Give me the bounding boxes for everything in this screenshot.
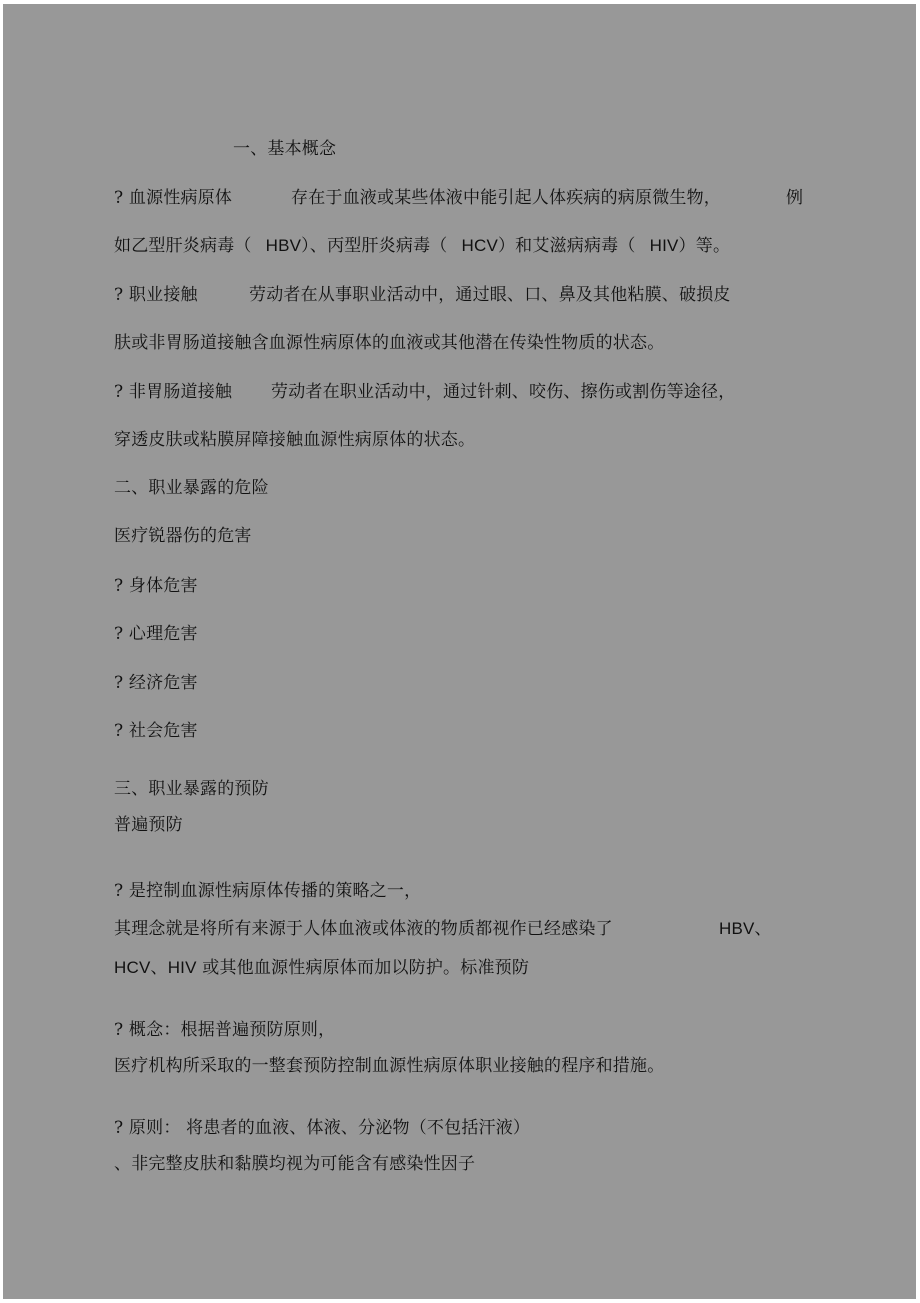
term-parenteral-exposure: ? 非胃肠道接触 — [114, 382, 233, 402]
term-bloodborne-pathogen: ? 血源性病原体 — [114, 188, 233, 208]
definition-parenteral-line-2: 穿透皮肤或粘膜屏障接触血源性病原体的状态。 — [114, 430, 476, 450]
universal-line-3 — [114, 958, 529, 978]
definition-line-2 — [114, 236, 730, 256]
abbr-hcv: HCV — [461, 236, 498, 255]
text-segment: ）和艾滋病病毒（ — [497, 236, 636, 256]
definition-bloodborne-pathogen: 存在于血液或某些体液中能引起人体疾病的病原微生物， — [291, 188, 721, 208]
document-page — [3, 4, 916, 1299]
universal-line-1: ? 是控制血源性病原体传播的策略之一， — [114, 881, 422, 901]
abbr-hcv-hiv: HCV、HIV — [114, 958, 197, 977]
harm-item: ? 心理危害 — [114, 624, 198, 644]
definition-occupational-exposure: 劳动者在从事职业活动中，通过眼、口、鼻及其他粘膜、破损皮 — [249, 285, 731, 305]
text-segment: ）等。 — [678, 236, 731, 256]
text-segment: 或其他血源性病原体而加以防护。标准预防 — [196, 958, 530, 978]
universal-line-2-end: HBV、 — [719, 919, 772, 938]
heading-occupational-risks: 二、职业暴露的危险 — [114, 478, 269, 498]
harm-item: ? 经济危害 — [114, 673, 198, 693]
concept-line-1: ? 概念：根据普遍预防原则， — [114, 1020, 336, 1040]
abbr-hiv: HIV — [649, 236, 679, 255]
principle-line-1: ? 原则： 将患者的血液、体液、分泌物（不包括汗液） — [114, 1118, 531, 1138]
text-segment: ）、丙型肝炎病毒（ — [301, 236, 448, 256]
subheading-sharps-injury: 医疗锐器伤的危害 — [114, 526, 252, 546]
definition-occupational-line-2: 肤或非胃肠道接触含血源性病原体的血液或其他潜在传染性物质的状态。 — [114, 333, 665, 353]
text-segment: 如乙型肝炎病毒（ — [114, 236, 252, 256]
subheading-universal-precautions: 普遍预防 — [114, 815, 183, 835]
definition-line-end: 例 — [786, 188, 804, 208]
abbr-hbv: HBV — [265, 236, 302, 255]
concept-line-2: 医疗机构所采取的一整套预防控制血源性病原体职业接触的程序和措施。 — [114, 1056, 665, 1076]
definition-parenteral-exposure: 劳动者在职业活动中，通过针刺、咬伤、擦伤或割伤等途径， — [271, 382, 736, 402]
heading-basic-concepts: 一、基本概念 — [233, 139, 337, 159]
term-occupational-exposure: ? 职业接触 — [114, 285, 198, 305]
harm-item: ? 身体危害 — [114, 576, 198, 596]
universal-line-2: 其理念就是将所有来源于人体血液或体液的物质都视作已经感染了 — [114, 919, 613, 939]
harm-item: ? 社会危害 — [114, 721, 198, 741]
principle-line-2: 、非完整皮肤和黏膜均视为可能含有感染性因子 — [114, 1154, 476, 1174]
heading-prevention: 三、职业暴露的预防 — [114, 779, 269, 799]
